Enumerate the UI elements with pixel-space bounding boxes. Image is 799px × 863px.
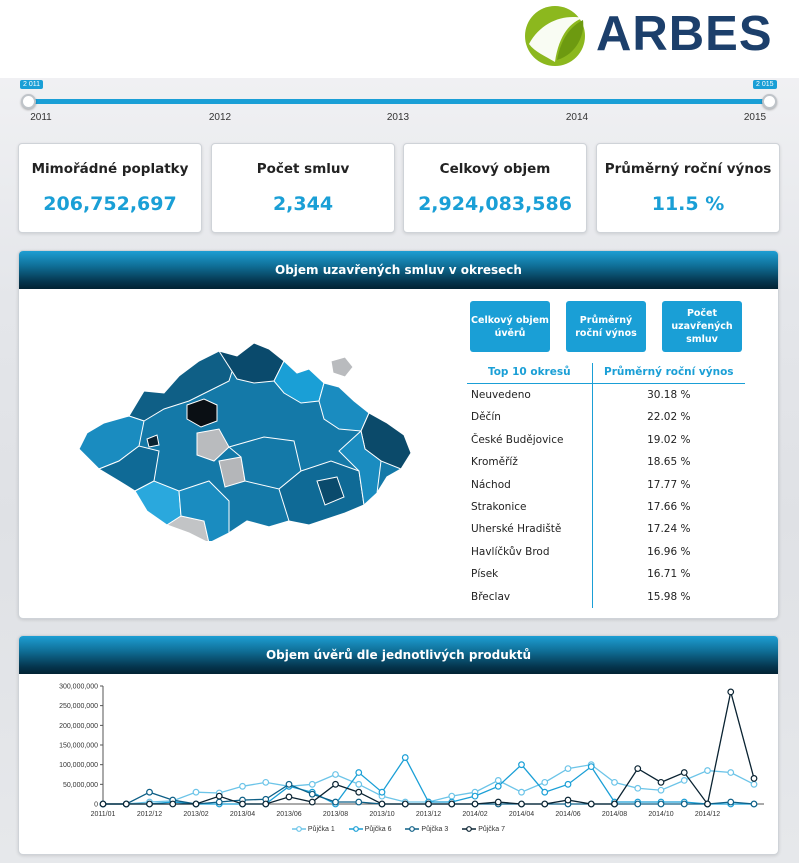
district-yield: 19.02 % xyxy=(592,429,745,451)
data-point xyxy=(728,770,734,776)
y-tick-label: 200,000,000 xyxy=(59,722,98,730)
data-point xyxy=(681,778,687,784)
timeline-tick: 2012 xyxy=(208,112,232,123)
data-point xyxy=(240,801,246,807)
timeline-start-handle[interactable] xyxy=(21,94,36,109)
x-tick-label: 2013/08 xyxy=(322,811,349,818)
kpi-card-fees xyxy=(18,143,202,233)
button-total-volume[interactable]: Celkový objem úvěrů xyxy=(470,301,550,352)
table-row xyxy=(467,429,745,451)
district-yield: 16.71 % xyxy=(592,563,745,585)
district-yield: 17.77 % xyxy=(592,474,745,496)
data-point xyxy=(193,789,199,795)
data-point xyxy=(240,784,246,790)
district-yield: 17.24 % xyxy=(592,518,745,540)
kpi-title: Počet smluv xyxy=(256,161,350,177)
districts-panel xyxy=(18,250,779,619)
legend-marker xyxy=(349,826,363,832)
products-line-chart xyxy=(19,674,778,824)
column-header-yield: Průměrný roční výnos xyxy=(592,363,745,383)
district-name: Strakonice xyxy=(471,500,527,513)
data-point xyxy=(286,782,292,788)
x-tick-label: 2014/10 xyxy=(648,811,674,818)
district-yield: 22.02 % xyxy=(592,406,745,428)
table-row xyxy=(467,541,745,563)
data-point xyxy=(635,766,641,772)
data-point xyxy=(612,780,618,786)
series-line xyxy=(103,692,754,804)
data-point xyxy=(705,768,711,774)
data-point xyxy=(658,801,664,807)
kpi-value: 2,344 xyxy=(272,193,334,215)
data-point xyxy=(100,801,106,807)
timeline-track[interactable] xyxy=(28,99,770,104)
district-name: Břeclav xyxy=(471,590,511,603)
data-point xyxy=(263,780,269,786)
czech-districts-map[interactable] xyxy=(69,321,429,541)
kpi-value: 2,924,083,586 xyxy=(418,193,572,215)
data-point xyxy=(728,799,734,805)
x-tick-label: 2013/12 xyxy=(415,811,442,818)
timeline-tick: 2011 xyxy=(30,112,52,123)
data-point xyxy=(588,764,594,770)
data-point xyxy=(356,770,362,776)
table-row xyxy=(467,586,745,608)
y-tick-label: 0 xyxy=(94,801,98,809)
data-point xyxy=(426,801,432,807)
legend-item[interactable] xyxy=(405,826,448,833)
data-point xyxy=(658,787,664,793)
data-point xyxy=(658,780,664,786)
arbes-logo-mark xyxy=(523,4,587,68)
timeline-tick: 2015 xyxy=(743,112,767,123)
district-name: Náchod xyxy=(471,478,511,491)
data-point xyxy=(356,782,362,788)
x-tick-label: 2014/02 xyxy=(462,811,488,818)
y-tick-label: 250,000,000 xyxy=(59,703,98,711)
data-point xyxy=(402,755,408,761)
data-point xyxy=(333,782,339,788)
data-point xyxy=(309,791,315,797)
data-point xyxy=(333,799,339,805)
data-point xyxy=(635,785,641,791)
x-tick-label: 2011/01 xyxy=(90,811,116,818)
y-tick-label: 300,000,000 xyxy=(59,683,98,691)
district-name: Uherské Hradiště xyxy=(471,523,562,536)
x-tick-label: 2013/06 xyxy=(276,811,302,818)
timeline-tick: 2014 xyxy=(565,112,589,123)
data-point xyxy=(333,772,339,778)
chart-legend xyxy=(19,826,778,833)
timeline-slider[interactable] xyxy=(0,78,799,138)
y-tick-label: 100,000,000 xyxy=(59,762,98,770)
series-line xyxy=(103,758,754,804)
x-tick-label: 2013/10 xyxy=(369,811,395,818)
legend-item[interactable] xyxy=(462,826,505,833)
data-point xyxy=(495,778,501,784)
data-point xyxy=(565,782,571,788)
data-point xyxy=(495,799,501,805)
kpi-title: Celkový objem xyxy=(439,161,551,177)
table-row xyxy=(467,451,745,473)
kpi-value: 11.5 % xyxy=(651,193,725,215)
brand-name: ARBES xyxy=(596,7,773,61)
header xyxy=(0,0,799,78)
kpi-title: Průměrný roční výnos xyxy=(604,161,772,177)
timeline-end-label: 2 015 xyxy=(753,80,777,89)
legend-marker xyxy=(462,826,476,832)
legend-label: Půjčka 6 xyxy=(364,826,392,833)
district-yield: 16.96 % xyxy=(592,541,745,563)
district-name: České Budějovice xyxy=(471,433,564,446)
data-point xyxy=(193,801,199,807)
district-name: Havlíčkův Brod xyxy=(471,545,550,558)
kpi-title: Mimořádné poplatky xyxy=(31,161,189,177)
y-tick-label: 50,000,000 xyxy=(62,781,98,789)
data-point xyxy=(216,799,222,805)
arbes-logo xyxy=(523,4,783,68)
x-tick-label: 2013/02 xyxy=(183,811,209,818)
district-name: Děčín xyxy=(471,411,501,424)
legend-item[interactable] xyxy=(349,826,392,833)
data-point xyxy=(309,799,315,805)
x-tick-label: 2014/08 xyxy=(601,811,628,818)
x-tick-label: 2013/04 xyxy=(229,811,256,818)
data-point xyxy=(379,789,385,795)
data-point xyxy=(309,782,315,788)
data-point xyxy=(705,801,711,807)
data-point xyxy=(635,801,641,807)
district-name: Neuvedeno xyxy=(471,389,531,401)
data-point xyxy=(681,770,687,776)
table-row xyxy=(467,384,745,406)
data-point xyxy=(542,780,548,786)
district-yield: 30.18 % xyxy=(592,384,745,406)
data-point xyxy=(495,784,501,790)
table-row xyxy=(467,406,745,428)
data-point xyxy=(356,799,362,805)
data-point xyxy=(123,801,129,807)
data-point xyxy=(449,801,455,807)
top-districts-table xyxy=(467,363,745,608)
data-point xyxy=(751,776,757,782)
district-name: Kroměříž xyxy=(471,456,518,469)
column-header-district: Top 10 okresů xyxy=(487,366,571,378)
data-point xyxy=(612,801,618,807)
x-tick-label: 2014/12 xyxy=(694,811,721,818)
data-point xyxy=(565,797,571,803)
legend-marker xyxy=(292,826,306,832)
kpi-card-volume xyxy=(403,143,587,233)
district-yield: 18.65 % xyxy=(592,451,745,473)
x-tick-label: 2014/04 xyxy=(508,811,535,818)
data-point xyxy=(681,801,687,807)
panel-title: Objem uzavřených smluv v okresech xyxy=(19,251,778,289)
y-tick-label: 150,000,000 xyxy=(59,742,98,750)
legend-label: Půjčka 7 xyxy=(478,826,506,833)
district-yield: 15.98 % xyxy=(592,586,745,608)
data-point xyxy=(216,793,222,799)
data-point xyxy=(472,793,478,799)
timeline-end-handle[interactable] xyxy=(762,94,777,109)
data-point xyxy=(449,793,455,799)
products-chart-panel xyxy=(18,635,779,855)
panel-title: Objem úvěrů dle jednotlivých produktů xyxy=(19,636,778,674)
data-point xyxy=(542,789,548,795)
table-row xyxy=(467,496,745,518)
x-tick-label: 2014/06 xyxy=(555,811,581,818)
legend-item[interactable] xyxy=(292,826,335,833)
district-name: Písek xyxy=(471,568,499,581)
data-point xyxy=(519,789,525,795)
table-header xyxy=(467,363,745,384)
data-point xyxy=(356,789,362,795)
data-point xyxy=(519,801,525,807)
kpi-card-yield xyxy=(596,143,780,233)
district-yield: 17.66 % xyxy=(592,496,745,518)
data-point xyxy=(751,782,757,788)
data-point xyxy=(565,766,571,772)
data-point xyxy=(402,801,408,807)
data-point xyxy=(588,801,594,807)
kpi-card-contracts xyxy=(211,143,395,233)
data-point xyxy=(286,794,292,800)
data-point xyxy=(263,801,269,807)
data-point xyxy=(147,801,153,807)
x-tick-label: 2012/12 xyxy=(136,811,163,818)
legend-label: Půjčka 1 xyxy=(307,826,335,833)
data-point xyxy=(728,689,734,695)
legend-marker xyxy=(405,826,419,832)
data-point xyxy=(542,801,548,807)
data-point xyxy=(379,801,385,807)
timeline-start-label: 2 011 xyxy=(20,80,43,89)
timeline-tick: 2013 xyxy=(386,112,410,123)
data-point xyxy=(147,789,153,795)
data-point xyxy=(472,801,478,807)
kpi-value: 206,752,697 xyxy=(43,193,177,215)
data-point xyxy=(170,801,176,807)
data-point xyxy=(751,801,757,807)
table-row xyxy=(467,474,745,496)
table-row xyxy=(467,563,745,585)
data-point xyxy=(519,762,525,768)
button-avg-yield[interactable]: Průměrný roční výnos xyxy=(566,301,646,352)
series-line xyxy=(103,765,754,804)
legend-label: Půjčka 3 xyxy=(421,826,449,833)
table-row xyxy=(467,518,745,540)
button-contract-count[interactable]: Počet uzavřených smluv xyxy=(662,301,742,352)
